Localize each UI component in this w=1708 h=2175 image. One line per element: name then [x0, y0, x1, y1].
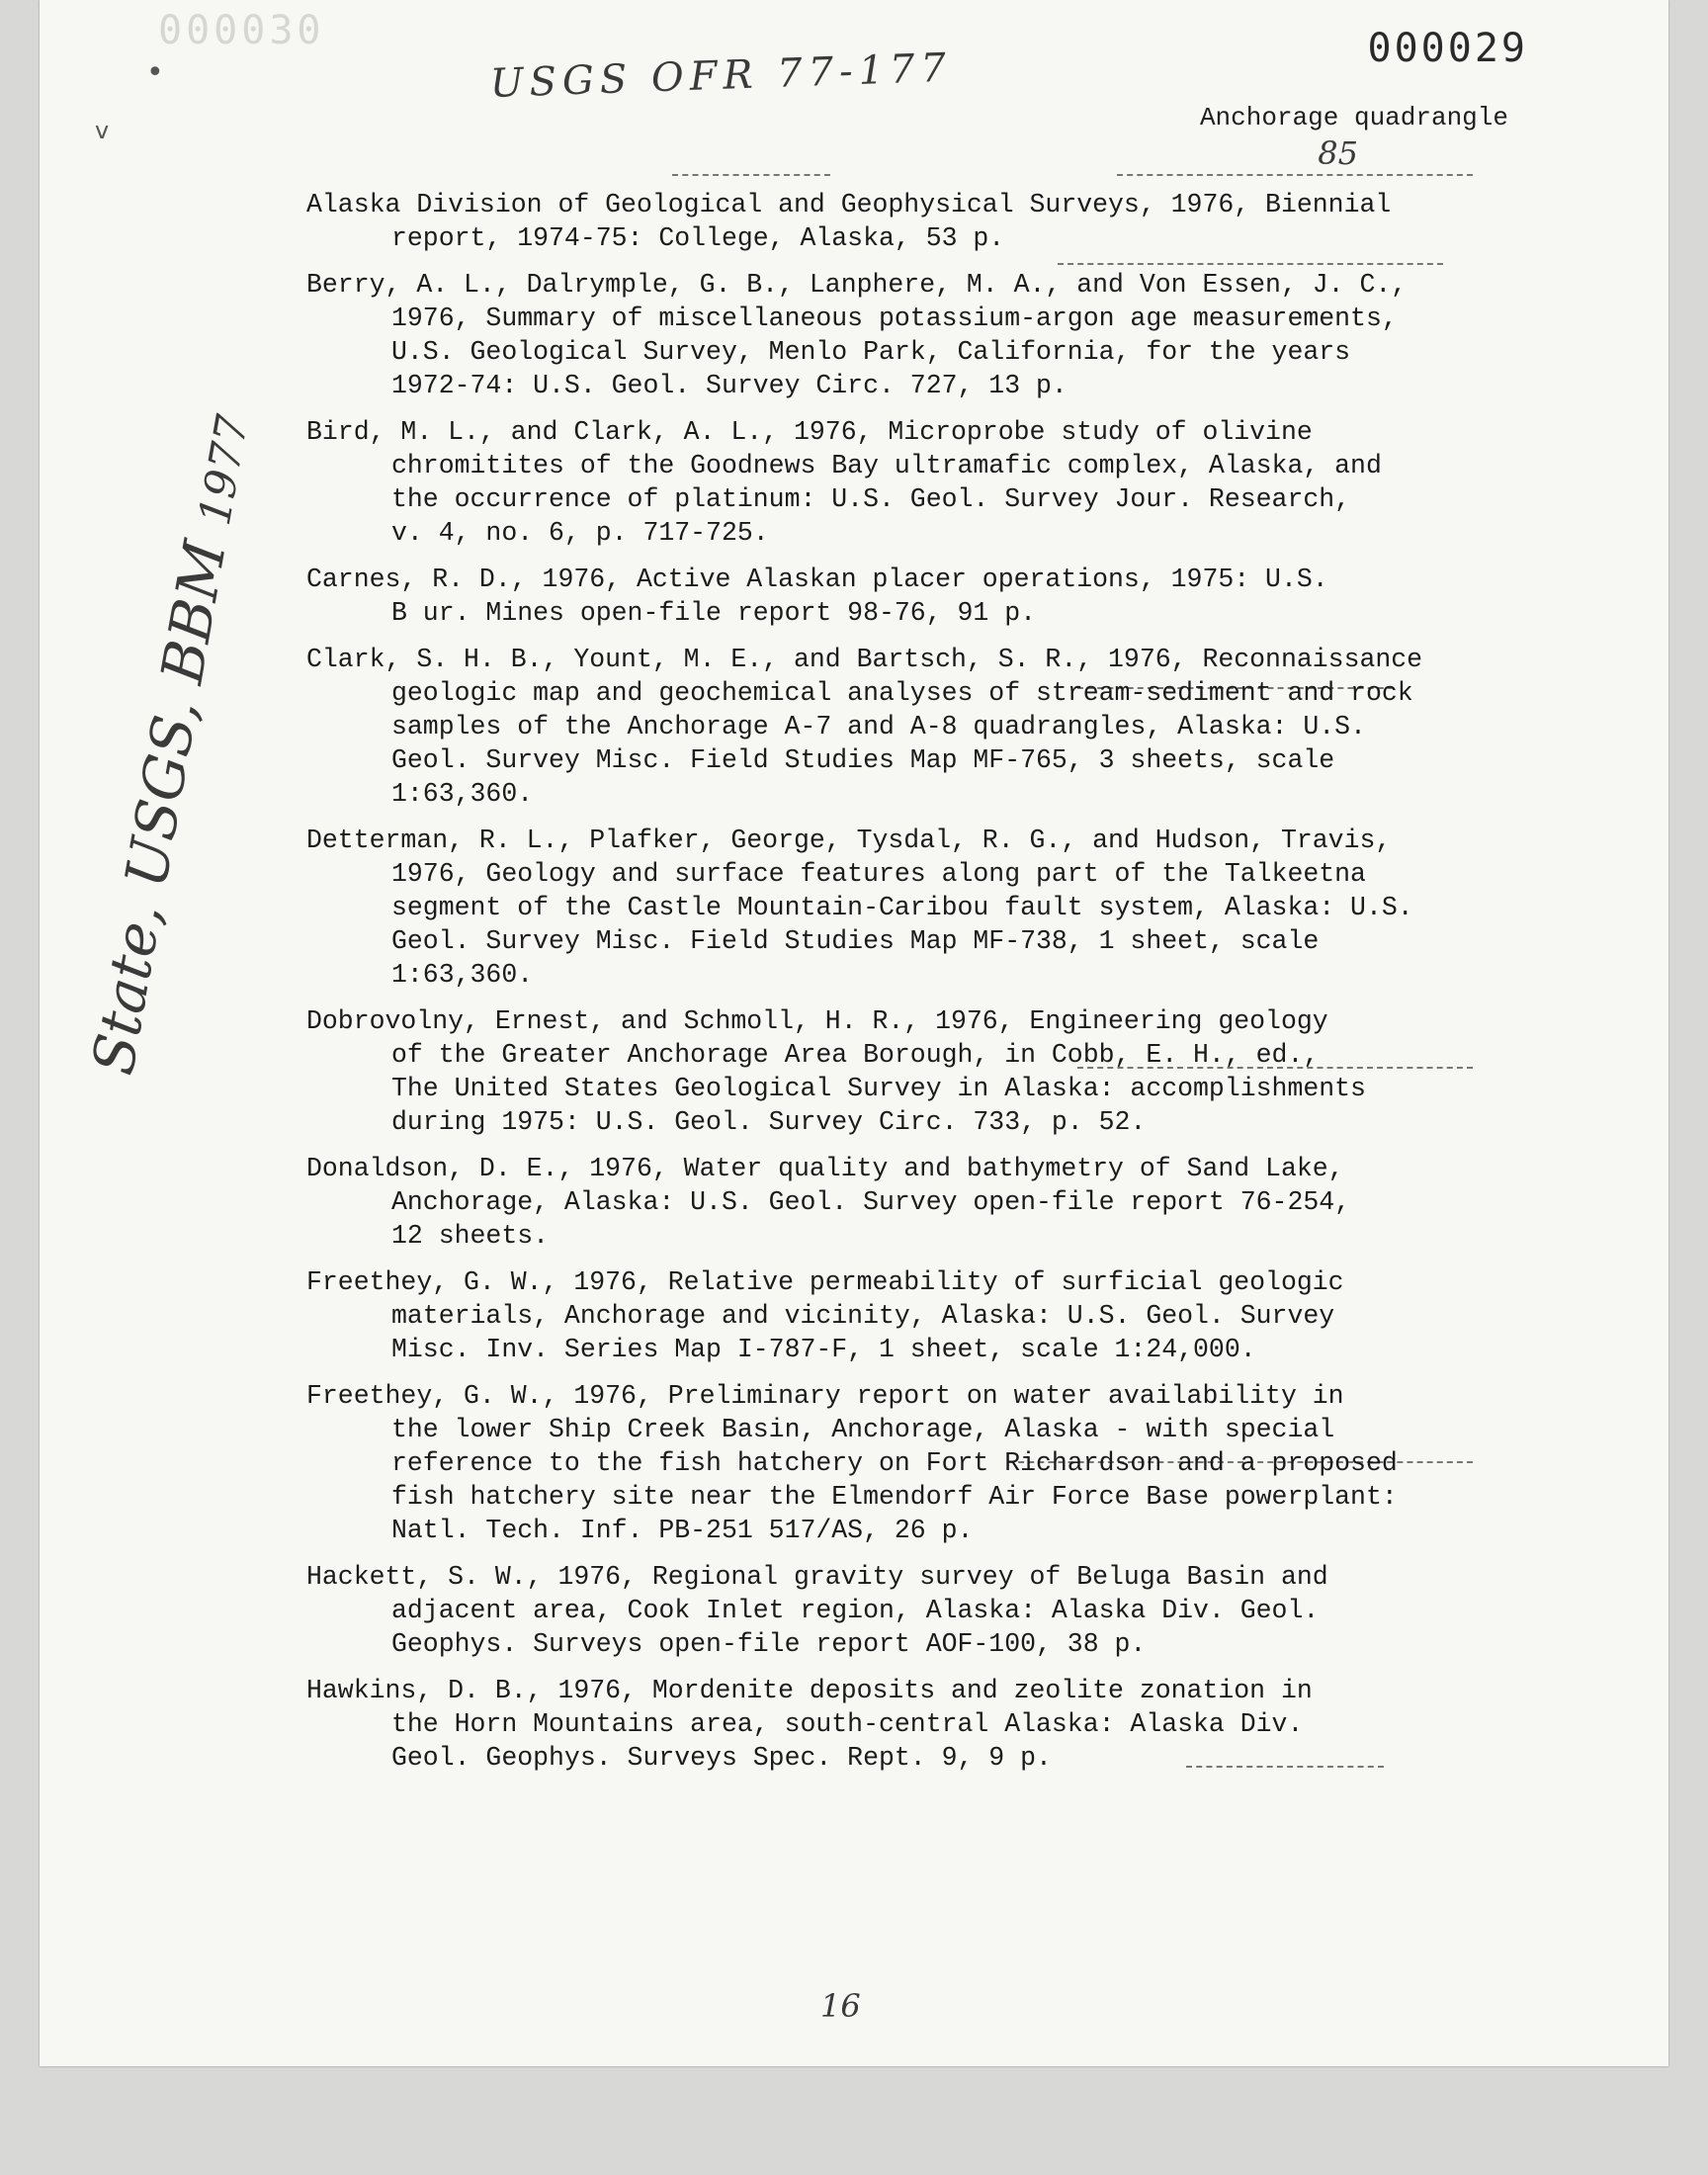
quadrangle-label: Anchorage quadrangle	[1199, 103, 1508, 132]
reference-entry: Alaska Division of Geological and Geophysical Surveys, 1976, Biennial report, 1974-75: College, Alaska, 53 p.	[306, 190, 1392, 253]
handwritten-quadrangle-code: 85	[1318, 134, 1358, 172]
document-number: 000029	[1367, 26, 1528, 71]
faint-rule	[1117, 174, 1473, 176]
reference-entry: Freethey, G. W., 1976, Relative permeability of surficial geologic materials, Anchorage and vicinity, Alaska: U.S. Geol. Survey Misc. Inv. Series Map I-787-F, 1 sheet, scale 1:24,000.	[306, 1267, 1344, 1364]
handwritten-report-id: USGS OFR 77-177	[489, 44, 953, 107]
reference-list	[306, 188, 1562, 1787]
margin-note-text: State, USGS, BBM	[79, 536, 239, 1080]
handwritten-page-number: 16	[820, 1987, 861, 2025]
reference-entry: Berry, A. L., Dalrymple, G. B., Lanphere, M. A., and Von Essen, J. C., 1976, Summary of miscellaneous potassium-argon age measurements, U.S. Geological Survey, Menlo Park, California, for the years 1972-74: U.S. Geol. Survey Circ. 727, 13 p.	[306, 270, 1408, 400]
reference-entry: Detterman, R. L., Plafker, George, Tysdal, R. G., and Hudson, Travis, 1976, Geology and surface features along part of the Talkeetna segment of the Castle Mountain-Caribou fault system, Alaska: U.S. Geol. Survey Misc. Field Studies Map MF-738, 1 sheet, scale 1:63,360.	[306, 826, 1413, 990]
reference-entry: Freethey, G. W., 1976, Preliminary report on water availability in the lower Ship Creek Basin, Anchorage, Alaska - with special reference to the fish hatchery on Fort Richardson and a proposed fish hatchery site near the Elmendorf Air Force Base powerplant: Natl. Tech. Inf. PB-251 517/AS, 26 p.	[306, 1381, 1398, 1545]
bleed-through-number: 000030	[158, 8, 325, 53]
faint-rule	[672, 174, 830, 176]
reference-entry: Donaldson, D. E., 1976, Water quality and bathymetry of Sand Lake, Anchorage, Alaska: U.S. Geol. Survey open-file report 76-254, 12 sheets.	[306, 1154, 1351, 1251]
stray-mark: ⅴ	[95, 117, 110, 144]
reference-entry: Clark, S. H. B., Yount, M. E., and Bartsch, S. R., 1976, Reconnaissance geologic map and geochemical analyses of stream-sediment and rock samples of the Anchorage A-7 and A-8 quadrangles, Alaska: U.S. Geol. Survey Misc. Field Studies Map MF-765, 3 sheets, scale 1:63,360.	[306, 645, 1423, 809]
stray-mark: •	[146, 55, 164, 90]
document-page	[40, 0, 1668, 2066]
reference-entry: Bird, M. L., and Clark, A. L., 1976, Microprobe study of olivine chromitites of the Goodnews Bay ultramafic complex, Alaska, and the occurrence of platinum: U.S. Geol. Survey Jour. Research, v. 4, no. 6, p. 717-725.	[306, 417, 1382, 548]
reference-entry: Dobrovolny, Ernest, and Schmoll, H. R., 1976, Engineering geology of the Greater Anchorage Area Borough, in Cobb, E. H., ed., The United States Geological Survey in Alaska: accomplishments during 1975: U.S. Geol. Survey Circ. 733, p. 52.	[306, 1006, 1366, 1137]
reference-entry: Hawkins, D. B., 1976, Mordenite deposits and zeolite zonation in the Horn Mountains area, south-central Alaska: Alaska Div. Geol. Geophys. Surveys Spec. Rept. 9, 9 p.	[306, 1676, 1313, 1773]
handwritten-margin-note	[79, 409, 261, 1080]
margin-note-year: 1977	[189, 411, 259, 530]
reference-entry: Carnes, R. D., 1976, Active Alaskan placer operations, 1975: U.S. B ur. Mines open-file report 98-76, 91 p.	[306, 565, 1328, 628]
reference-entry: Hackett, S. W., 1976, Regional gravity survey of Beluga Basin and adjacent area, Cook Inlet region, Alaska: Alaska Div. Geol. Geophys. Surveys open-file report AOF-100, 38 p.	[306, 1562, 1328, 1659]
